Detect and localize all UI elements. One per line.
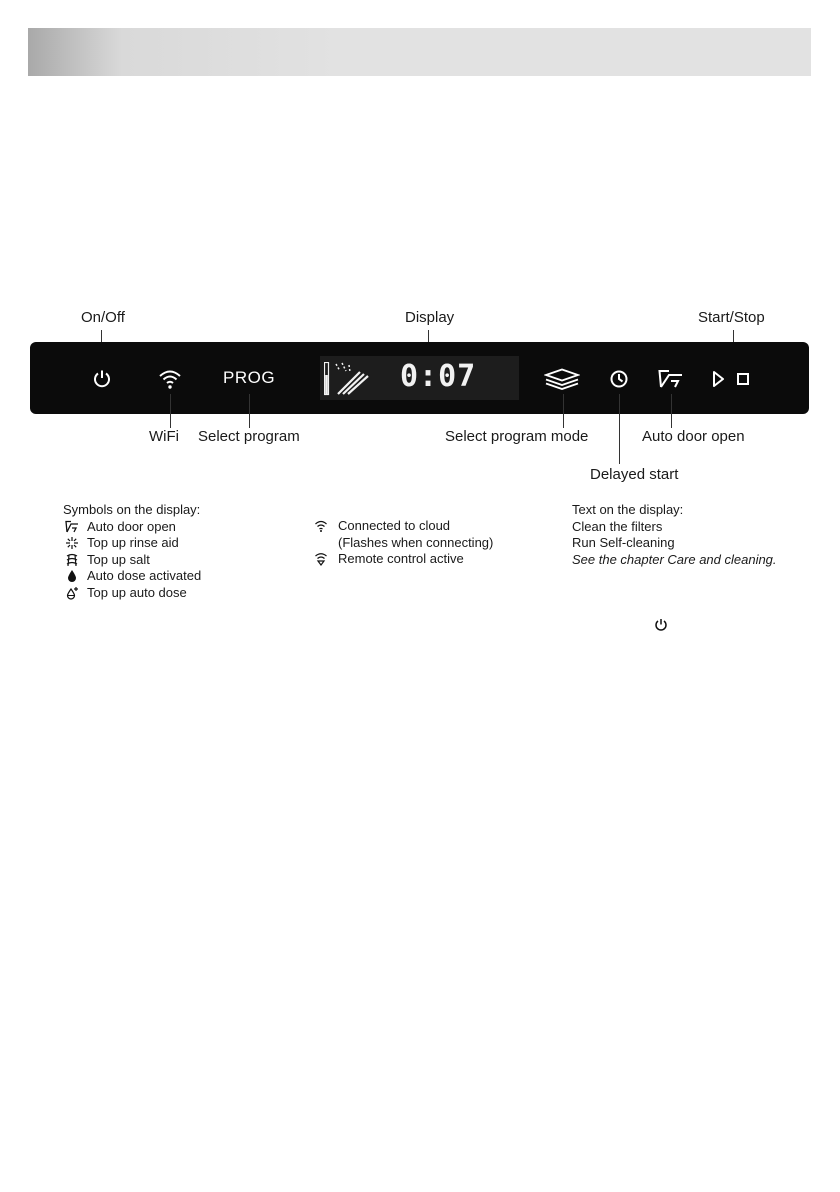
legend-row-remote xyxy=(314,551,493,568)
salt-icon xyxy=(65,553,79,567)
wifi-small-icon xyxy=(314,519,328,533)
auto-door-open-icon xyxy=(65,520,79,534)
remote-icon xyxy=(314,552,328,566)
spray-arm-icon xyxy=(324,362,372,396)
program-mode-button[interactable] xyxy=(544,368,580,390)
text-legend-title: Text on the display: xyxy=(572,502,684,517)
label-select-program: Select program xyxy=(198,428,300,445)
leader-program-mode xyxy=(563,394,564,428)
text-legend-reference: See the chapter Care and cleaning. xyxy=(572,551,777,567)
display-screen xyxy=(320,356,519,400)
drop-plus-icon xyxy=(65,586,79,600)
label-wifi: WiFi xyxy=(149,428,179,445)
display-time: 0:07 xyxy=(400,359,477,394)
leader-delayed-start xyxy=(619,394,620,464)
legend-label: Top up auto dose xyxy=(87,584,187,600)
symbols-legend xyxy=(63,502,201,601)
legend-row-top-up-dose xyxy=(63,585,201,602)
symbols-legend-title: Symbols on the display: xyxy=(63,502,201,517)
text-legend-line: Run Self-cleaning xyxy=(572,535,675,550)
select-program-button[interactable]: PROG xyxy=(223,368,276,387)
label-delayed-start: Delayed start xyxy=(590,466,679,483)
control-panel xyxy=(30,342,809,414)
label-start-stop: Start/Stop xyxy=(698,309,765,326)
leader-auto-door xyxy=(671,394,672,428)
leader-select-program xyxy=(249,394,250,428)
legend-label: Connected to cloud xyxy=(338,518,451,533)
legend-row-auto-door xyxy=(63,519,201,536)
legend-label: Top up rinse aid xyxy=(87,535,179,550)
legend-row-salt xyxy=(63,552,201,569)
legend-row-cloud xyxy=(314,518,493,535)
delayed-start-button[interactable] xyxy=(609,369,629,389)
legend-label: Auto dose activated xyxy=(87,568,202,583)
legend-label: Auto door open xyxy=(87,518,176,534)
rinse-aid-icon xyxy=(65,536,79,550)
legend-row-rinse-aid xyxy=(63,535,201,552)
wifi-button[interactable] xyxy=(158,368,182,390)
power-icon xyxy=(654,618,668,632)
text-legend xyxy=(572,502,777,568)
label-auto-door-open: Auto door open xyxy=(642,428,745,445)
legend-row-auto-dose xyxy=(63,568,201,585)
leader-wifi xyxy=(170,394,171,428)
text-legend-line: Clean the filters xyxy=(572,518,663,534)
cloud-legend xyxy=(314,518,493,568)
drop-icon xyxy=(65,569,79,583)
label-select-program-mode: Select program mode xyxy=(445,428,589,445)
auto-door-open-button[interactable] xyxy=(658,369,684,389)
legend-note: (Flashes when connecting) xyxy=(338,534,494,550)
label-on-off: On/Off xyxy=(81,309,125,326)
legend-label: Remote control active xyxy=(338,551,464,566)
header-bar xyxy=(28,28,811,76)
power-button[interactable] xyxy=(92,369,112,389)
start-stop-button[interactable] xyxy=(712,370,754,388)
label-display: Display xyxy=(405,309,455,326)
legend-label: Top up salt xyxy=(87,551,150,567)
